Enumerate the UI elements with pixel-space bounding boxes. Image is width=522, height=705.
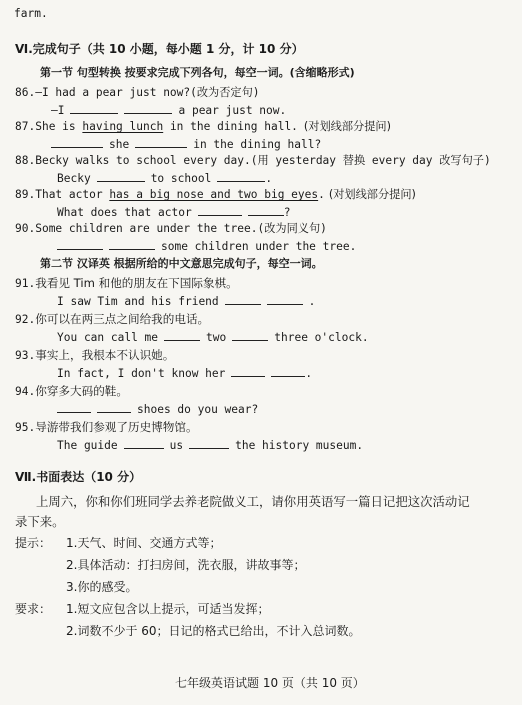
- part-2-heading: 第二节 汉译英 根据所给的中文意思完成句子，每空一词。: [40, 257, 323, 270]
- question-text: —I had a pear just now?(改为否定句): [35, 86, 260, 99]
- answer-blank[interactable]: [135, 136, 187, 148]
- answer-blank[interactable]: [198, 204, 242, 216]
- answer-blank[interactable]: [57, 238, 103, 250]
- answer-blank[interactable]: [231, 365, 265, 377]
- requirement-item: 1.短文应包含以上提示，可适当发挥；: [66, 602, 270, 616]
- answer-89: What does that actor ?: [57, 206, 291, 219]
- answer-blank[interactable]: [225, 293, 261, 305]
- answer-94: shoes do you wear?: [57, 401, 258, 418]
- question-86: [15, 85, 260, 101]
- answer-blank[interactable]: [267, 293, 303, 305]
- question-94: 94.你穿多大码的鞋。: [15, 384, 128, 398]
- answer-88: Becky to school .: [57, 172, 273, 185]
- hint-item: 2.具体活动：打扫房间，洗衣服，讲故事等；: [66, 558, 306, 572]
- answer-blank[interactable]: [70, 102, 118, 114]
- question-87: 87.She is having lunch in the dining hall. (对划线部分提问): [15, 120, 391, 133]
- answer-86: —I a pear just now.: [51, 104, 287, 117]
- answer-blank[interactable]: [189, 437, 229, 449]
- requirement-item: 2.词数不少于 60；日记的格式已给出，不计入总词数。: [66, 624, 361, 638]
- answer-blank[interactable]: [51, 136, 103, 148]
- question-89: 89.That actor has a big nose and two big eyes. (对划线部分提问): [15, 188, 416, 201]
- answer-blank[interactable]: [164, 329, 200, 341]
- page-footer: 七年级英语试题 10 页（共 10 页）: [175, 676, 365, 690]
- question-90: 90.Some children are under the tree.(改为同义句): [15, 222, 327, 235]
- answer-blank[interactable]: [97, 401, 131, 413]
- hint-item: 1.天气、时间、交通方式等；: [66, 536, 222, 550]
- hint-item: 3.你的感受。: [66, 580, 138, 594]
- answer-blank[interactable]: [232, 329, 268, 341]
- prev-page-fragment: farm.: [14, 7, 48, 20]
- answer-90: some children under the tree.: [57, 238, 356, 255]
- answer-93: In fact, I don't know her .: [57, 367, 313, 380]
- hints-label: 提示：: [15, 536, 52, 550]
- answer-91: I saw Tim and his friend .: [57, 295, 316, 308]
- answer-blank[interactable]: [57, 401, 91, 413]
- section-7-title: Ⅶ.书面表达（10 分）: [15, 470, 142, 484]
- question-88: 88.Becky walks to school every day.(用 yesterday 替换 every day 改写句子): [15, 154, 491, 167]
- question-92: 92.你可以在两三点之间给我的电话。: [15, 312, 210, 326]
- question-number: 86.: [15, 86, 36, 99]
- answer-blank[interactable]: [271, 365, 305, 377]
- answer-92: You can call me two three o'clock.: [57, 331, 369, 344]
- underlined-part: has a big nose and two big eyes: [109, 188, 319, 201]
- answer-95: The guide us the history museum.: [57, 439, 364, 452]
- answer-blank[interactable]: [97, 170, 145, 182]
- underlined-part: having lunch: [82, 120, 164, 133]
- section-6-title: Ⅵ.完成句子（共 10 小题，每小题 1 分，计 10 分）: [15, 42, 304, 56]
- question-93: 93.事实上，我根本不认识她。: [15, 348, 175, 362]
- writing-prompt-line-2: 录下来。: [15, 514, 65, 529]
- answer-blank[interactable]: [124, 437, 164, 449]
- writing-prompt-line-1: 上周六，你和你们班同学去养老院做义工，请你用英语写一篇日记把这次活动记: [36, 494, 470, 509]
- answer-blank[interactable]: [109, 238, 155, 250]
- question-95: 95.导游带我们参观了历史博物馆。: [15, 420, 198, 434]
- answer-blank[interactable]: [248, 204, 284, 216]
- part-1-heading: 第一节 句型转换 按要求完成下列各句，每空一词。(含缩略形式): [40, 66, 355, 79]
- answer-87: she in the dining hall?: [51, 136, 321, 153]
- answer-blank[interactable]: [124, 102, 172, 114]
- question-91: 91.我看见 Tim 和他的朋友在下国际象棋。: [15, 276, 238, 290]
- requirements-label: 要求：: [15, 602, 52, 616]
- answer-blank[interactable]: [217, 170, 265, 182]
